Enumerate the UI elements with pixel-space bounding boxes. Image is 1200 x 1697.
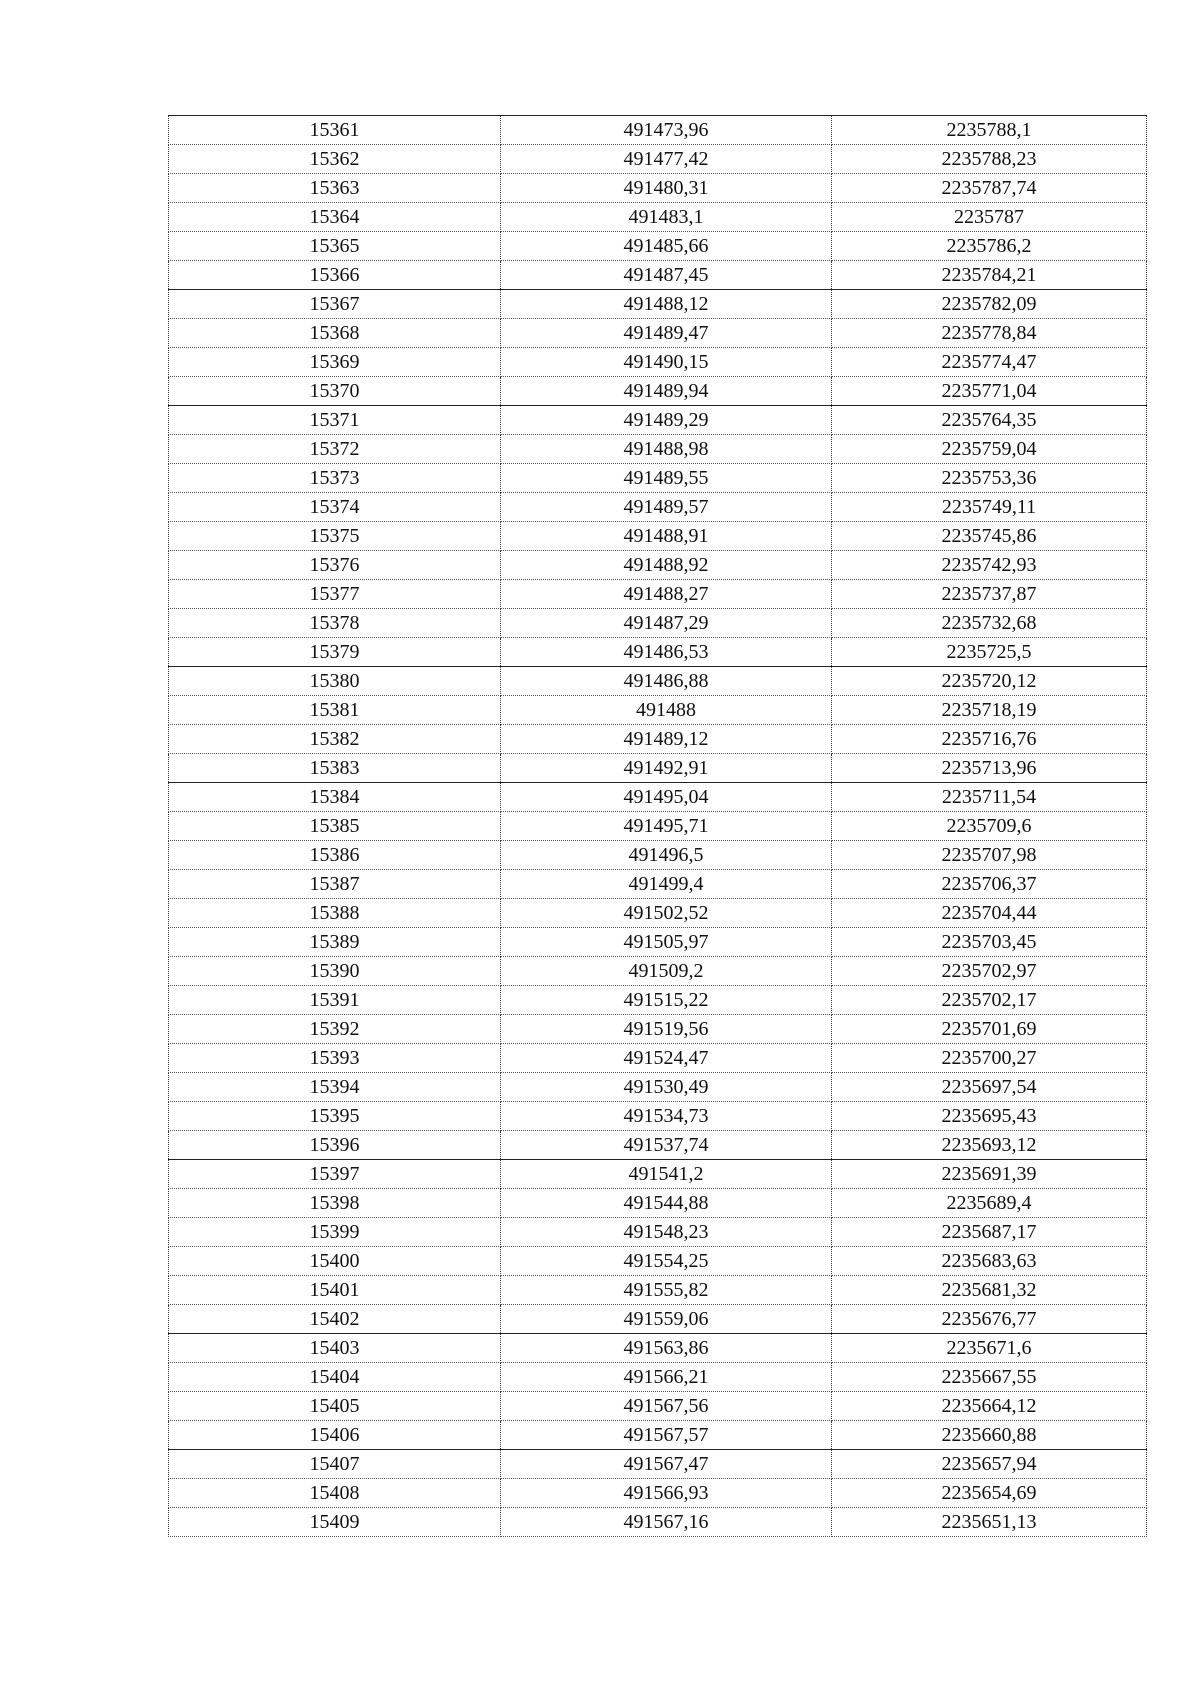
table-row (169, 1102, 1147, 1131)
y-coordinate-cell: 2235689,4 (832, 1189, 1147, 1218)
x-coordinate-cell: 491473,96 (501, 116, 832, 145)
y-coordinate-cell: 2235703,45 (832, 928, 1147, 957)
table-row (169, 1276, 1147, 1305)
table-row (169, 667, 1147, 696)
y-coordinate-cell: 2235784,21 (832, 261, 1147, 290)
y-coordinate-cell: 2235788,23 (832, 145, 1147, 174)
x-coordinate-cell: 491489,94 (501, 377, 832, 406)
y-coordinate-cell: 2235701,69 (832, 1015, 1147, 1044)
x-coordinate-cell: 491499,4 (501, 870, 832, 899)
point-number-cell: 15404 (169, 1363, 501, 1392)
x-coordinate-cell: 491502,52 (501, 899, 832, 928)
table-row (169, 435, 1147, 464)
coordinates-table (168, 115, 1147, 1537)
table-row (169, 1508, 1147, 1537)
table-row (169, 899, 1147, 928)
y-coordinate-cell: 2235707,98 (832, 841, 1147, 870)
x-coordinate-cell: 491559,06 (501, 1305, 832, 1334)
x-coordinate-cell: 491566,21 (501, 1363, 832, 1392)
x-coordinate-cell: 491477,42 (501, 145, 832, 174)
x-coordinate-cell: 491534,73 (501, 1102, 832, 1131)
y-coordinate-cell: 2235697,54 (832, 1073, 1147, 1102)
x-coordinate-cell: 491495,04 (501, 783, 832, 812)
table-row (169, 1450, 1147, 1479)
y-coordinate-cell: 2235716,76 (832, 725, 1147, 754)
y-coordinate-cell: 2235786,2 (832, 232, 1147, 261)
table-row (169, 928, 1147, 957)
table-row (169, 551, 1147, 580)
point-number-cell: 15398 (169, 1189, 501, 1218)
point-number-cell: 15373 (169, 464, 501, 493)
table-row (169, 145, 1147, 174)
y-coordinate-cell: 2235787 (832, 203, 1147, 232)
x-coordinate-cell: 491488,27 (501, 580, 832, 609)
table-row (169, 1479, 1147, 1508)
table-row (169, 290, 1147, 319)
y-coordinate-cell: 2235725,5 (832, 638, 1147, 667)
x-coordinate-cell: 491567,47 (501, 1450, 832, 1479)
point-number-cell: 15387 (169, 870, 501, 899)
y-coordinate-cell: 2235787,74 (832, 174, 1147, 203)
x-coordinate-cell: 491537,74 (501, 1131, 832, 1160)
y-coordinate-cell: 2235764,35 (832, 406, 1147, 435)
x-coordinate-cell: 491490,15 (501, 348, 832, 377)
y-coordinate-cell: 2235742,93 (832, 551, 1147, 580)
point-number-cell: 15385 (169, 812, 501, 841)
x-coordinate-cell: 491489,57 (501, 493, 832, 522)
y-coordinate-cell: 2235654,69 (832, 1479, 1147, 1508)
y-coordinate-cell: 2235693,12 (832, 1131, 1147, 1160)
table-row (169, 1334, 1147, 1363)
y-coordinate-cell: 2235671,6 (832, 1334, 1147, 1363)
table-row (169, 1392, 1147, 1421)
x-coordinate-cell: 491567,56 (501, 1392, 832, 1421)
table-row (169, 464, 1147, 493)
x-coordinate-cell: 491563,86 (501, 1334, 832, 1363)
point-number-cell: 15405 (169, 1392, 501, 1421)
point-number-cell: 15372 (169, 435, 501, 464)
x-coordinate-cell: 491488,92 (501, 551, 832, 580)
point-number-cell: 15384 (169, 783, 501, 812)
y-coordinate-cell: 2235771,04 (832, 377, 1147, 406)
y-coordinate-cell: 2235660,88 (832, 1421, 1147, 1450)
table-row (169, 986, 1147, 1015)
x-coordinate-cell: 491483,1 (501, 203, 832, 232)
y-coordinate-cell: 2235702,97 (832, 957, 1147, 986)
table-row (169, 1421, 1147, 1450)
x-coordinate-cell: 491488 (501, 696, 832, 725)
x-coordinate-cell: 491487,45 (501, 261, 832, 290)
table-row (169, 638, 1147, 667)
table-row (169, 1363, 1147, 1392)
point-number-cell: 15381 (169, 696, 501, 725)
point-number-cell: 15400 (169, 1247, 501, 1276)
x-coordinate-cell: 491485,66 (501, 232, 832, 261)
y-coordinate-cell: 2235664,12 (832, 1392, 1147, 1421)
table-row (169, 232, 1147, 261)
y-coordinate-cell: 2235695,43 (832, 1102, 1147, 1131)
x-coordinate-cell: 491496,5 (501, 841, 832, 870)
x-coordinate-cell: 491505,97 (501, 928, 832, 957)
y-coordinate-cell: 2235737,87 (832, 580, 1147, 609)
y-coordinate-cell: 2235681,32 (832, 1276, 1147, 1305)
y-coordinate-cell: 2235691,39 (832, 1160, 1147, 1189)
point-number-cell: 15368 (169, 319, 501, 348)
table-row (169, 348, 1147, 377)
point-number-cell: 15370 (169, 377, 501, 406)
x-coordinate-cell: 491487,29 (501, 609, 832, 638)
point-number-cell: 15364 (169, 203, 501, 232)
y-coordinate-cell: 2235713,96 (832, 754, 1147, 783)
x-coordinate-cell: 491480,31 (501, 174, 832, 203)
y-coordinate-cell: 2235774,47 (832, 348, 1147, 377)
point-number-cell: 15362 (169, 145, 501, 174)
x-coordinate-cell: 491548,23 (501, 1218, 832, 1247)
point-number-cell: 15367 (169, 290, 501, 319)
point-number-cell: 15407 (169, 1450, 501, 1479)
table-row (169, 870, 1147, 899)
x-coordinate-cell: 491541,2 (501, 1160, 832, 1189)
point-number-cell: 15375 (169, 522, 501, 551)
table-row (169, 725, 1147, 754)
table-row (169, 1044, 1147, 1073)
x-coordinate-cell: 491567,57 (501, 1421, 832, 1450)
y-coordinate-cell: 2235711,54 (832, 783, 1147, 812)
table-row (169, 783, 1147, 812)
y-coordinate-cell: 2235667,55 (832, 1363, 1147, 1392)
table-row (169, 261, 1147, 290)
y-coordinate-cell: 2235676,77 (832, 1305, 1147, 1334)
x-coordinate-cell: 491489,47 (501, 319, 832, 348)
table-row (169, 493, 1147, 522)
point-number-cell: 15395 (169, 1102, 501, 1131)
table-row (169, 1189, 1147, 1218)
point-number-cell: 15386 (169, 841, 501, 870)
point-number-cell: 15376 (169, 551, 501, 580)
y-coordinate-cell: 2235788,1 (832, 116, 1147, 145)
table-row (169, 319, 1147, 348)
coordinates-table-body (169, 116, 1147, 1537)
table-row (169, 1015, 1147, 1044)
point-number-cell: 15366 (169, 261, 501, 290)
point-number-cell: 15380 (169, 667, 501, 696)
point-number-cell: 15388 (169, 899, 501, 928)
x-coordinate-cell: 491489,29 (501, 406, 832, 435)
point-number-cell: 15363 (169, 174, 501, 203)
x-coordinate-cell: 491515,22 (501, 986, 832, 1015)
y-coordinate-cell: 2235702,17 (832, 986, 1147, 1015)
point-number-cell: 15401 (169, 1276, 501, 1305)
y-coordinate-cell: 2235651,13 (832, 1508, 1147, 1537)
x-coordinate-cell: 491488,98 (501, 435, 832, 464)
x-coordinate-cell: 491488,91 (501, 522, 832, 551)
y-coordinate-cell: 2235753,36 (832, 464, 1147, 493)
y-coordinate-cell: 2235718,19 (832, 696, 1147, 725)
table-row (169, 174, 1147, 203)
point-number-cell: 15374 (169, 493, 501, 522)
point-number-cell: 15393 (169, 1044, 501, 1073)
x-coordinate-cell: 491492,91 (501, 754, 832, 783)
table-row (169, 1305, 1147, 1334)
point-number-cell: 15408 (169, 1479, 501, 1508)
point-number-cell: 15394 (169, 1073, 501, 1102)
y-coordinate-cell: 2235706,37 (832, 870, 1147, 899)
x-coordinate-cell: 491555,82 (501, 1276, 832, 1305)
point-number-cell: 15383 (169, 754, 501, 783)
x-coordinate-cell: 491488,12 (501, 290, 832, 319)
table-row (169, 609, 1147, 638)
point-number-cell: 15391 (169, 986, 501, 1015)
y-coordinate-cell: 2235745,86 (832, 522, 1147, 551)
point-number-cell: 15390 (169, 957, 501, 986)
x-coordinate-cell: 491554,25 (501, 1247, 832, 1276)
point-number-cell: 15403 (169, 1334, 501, 1363)
x-coordinate-cell: 491486,88 (501, 667, 832, 696)
point-number-cell: 15402 (169, 1305, 501, 1334)
y-coordinate-cell: 2235704,44 (832, 899, 1147, 928)
point-number-cell: 15369 (169, 348, 501, 377)
x-coordinate-cell: 491567,16 (501, 1508, 832, 1537)
x-coordinate-cell: 491509,2 (501, 957, 832, 986)
y-coordinate-cell: 2235657,94 (832, 1450, 1147, 1479)
table-row (169, 522, 1147, 551)
table-row (169, 1073, 1147, 1102)
table-row (169, 754, 1147, 783)
table-row (169, 1218, 1147, 1247)
table-row (169, 841, 1147, 870)
table-row (169, 1131, 1147, 1160)
table-row (169, 957, 1147, 986)
x-coordinate-cell: 491519,56 (501, 1015, 832, 1044)
y-coordinate-cell: 2235683,63 (832, 1247, 1147, 1276)
point-number-cell: 15382 (169, 725, 501, 754)
y-coordinate-cell: 2235687,17 (832, 1218, 1147, 1247)
point-number-cell: 15379 (169, 638, 501, 667)
y-coordinate-cell: 2235759,04 (832, 435, 1147, 464)
y-coordinate-cell: 2235700,27 (832, 1044, 1147, 1073)
table-row (169, 696, 1147, 725)
x-coordinate-cell: 491489,55 (501, 464, 832, 493)
point-number-cell: 15399 (169, 1218, 501, 1247)
y-coordinate-cell: 2235732,68 (832, 609, 1147, 638)
point-number-cell: 15406 (169, 1421, 501, 1450)
x-coordinate-cell: 491544,88 (501, 1189, 832, 1218)
y-coordinate-cell: 2235720,12 (832, 667, 1147, 696)
x-coordinate-cell: 491495,71 (501, 812, 832, 841)
point-number-cell: 15378 (169, 609, 501, 638)
table-row (169, 1247, 1147, 1276)
x-coordinate-cell: 491524,47 (501, 1044, 832, 1073)
point-number-cell: 15377 (169, 580, 501, 609)
table-row (169, 203, 1147, 232)
x-coordinate-cell: 491486,53 (501, 638, 832, 667)
x-coordinate-cell: 491530,49 (501, 1073, 832, 1102)
point-number-cell: 15365 (169, 232, 501, 261)
table-row (169, 1160, 1147, 1189)
point-number-cell: 15396 (169, 1131, 501, 1160)
point-number-cell: 15392 (169, 1015, 501, 1044)
x-coordinate-cell: 491489,12 (501, 725, 832, 754)
y-coordinate-cell: 2235709,6 (832, 812, 1147, 841)
table-row (169, 812, 1147, 841)
point-number-cell: 15371 (169, 406, 501, 435)
point-number-cell: 15397 (169, 1160, 501, 1189)
table-row (169, 377, 1147, 406)
table-row (169, 406, 1147, 435)
point-number-cell: 15389 (169, 928, 501, 957)
table-row (169, 116, 1147, 145)
y-coordinate-cell: 2235749,11 (832, 493, 1147, 522)
point-number-cell: 15361 (169, 116, 501, 145)
point-number-cell: 15409 (169, 1508, 501, 1537)
x-coordinate-cell: 491566,93 (501, 1479, 832, 1508)
table-row (169, 580, 1147, 609)
y-coordinate-cell: 2235782,09 (832, 290, 1147, 319)
y-coordinate-cell: 2235778,84 (832, 319, 1147, 348)
